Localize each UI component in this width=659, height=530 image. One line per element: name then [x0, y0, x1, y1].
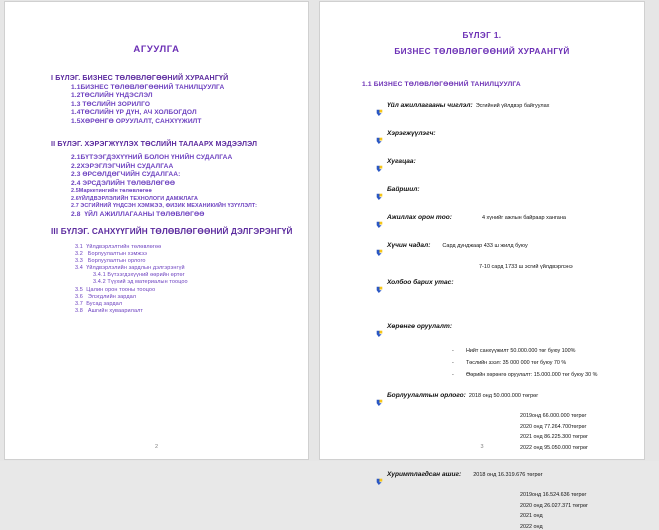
fact-value: Сард дунджаар 433 ш жилд буюу: [442, 243, 528, 249]
toc-item-2-7[interactable]: [71, 203, 308, 209]
word-arrow-bullet-icon: [376, 243, 383, 261]
fact-row-revenue: [376, 392, 644, 411]
toc-label: Ашгийн хуваарилалт: [87, 308, 144, 315]
spacer: [376, 307, 644, 323]
business-plan-facts: [376, 102, 644, 530]
fact-row-implementer: [376, 130, 644, 149]
toc-label: ТӨСЛИЙН ЗОРИЛГО: [82, 100, 151, 108]
table-of-contents: [5, 74, 308, 314]
toc-num: 2.2: [71, 162, 81, 170]
toc-item-1-4[interactable]: [71, 109, 308, 116]
dash-bullet-icon: -: [452, 360, 454, 366]
spacer: [53, 125, 308, 140]
fact-row-duration: [376, 158, 644, 177]
profit-row: 2022 онд: [520, 523, 543, 530]
toc-num: 2.4: [71, 179, 81, 187]
toc-label: Элэгдлийн зардал: [87, 293, 137, 300]
dash-bullet-icon: -: [452, 348, 454, 354]
toc-label: ҮЙЛ АЖИЛЛАГААНЫ ТӨЛӨВЛӨГӨӨ: [84, 210, 205, 218]
toc-num: 1.5: [71, 117, 81, 125]
toc-item-1-2[interactable]: [71, 92, 308, 99]
fact-label: Хэрэгжүүлэгч:: [387, 130, 436, 137]
spacer: [376, 455, 644, 471]
toc-num: 2.3: [71, 171, 81, 178]
toc-label: ТӨСЛИЙН ҮР ДҮН, АЧ ХОЛБОГДОЛ: [80, 109, 197, 116]
toc-label: Түүхий эд материалын тооцоо: [107, 279, 188, 286]
toc-item-3-7[interactable]: [75, 301, 308, 307]
investment-item: [452, 348, 644, 354]
toc-num: 3.1: [75, 243, 83, 250]
toc-label: Үйлдвэрлэлтийн төлөвлөгөө: [86, 243, 162, 250]
investment-item-text: Нийт санхүүжилт 50.000.000 төг буюу 100%: [466, 348, 576, 354]
fact-label: Хүчин чадал:: [387, 242, 431, 249]
toc-item-3-4-2[interactable]: [93, 279, 308, 285]
toc-chapter-3-items: [53, 244, 308, 315]
fact-row-capacity: [376, 242, 644, 261]
toc-num: 3.8: [75, 308, 83, 315]
fact-value: 4 хүнийг ажлын байраар хангана: [481, 215, 566, 221]
toc-item-1-5[interactable]: [71, 118, 308, 125]
toc-item-3-5[interactable]: [75, 287, 308, 293]
toc-label: Цалин орон тооны тооцоо: [86, 286, 156, 293]
fact-label: Холбоо барих утас:: [387, 279, 454, 286]
fact-label: Хөрөнгө оруулалт:: [387, 323, 453, 330]
investment-item: [452, 360, 644, 366]
word-arrow-bullet-icon: [376, 324, 383, 342]
spacer: [376, 384, 644, 392]
revenue-row: 2018 онд 50.000.000 төгрөг: [468, 393, 539, 399]
profit-row: 2021 онд: [520, 513, 543, 519]
profit-rows: [520, 492, 644, 530]
toc-label: ТӨСЛИЙН ҮНДЭСЛЭЛ: [80, 92, 153, 99]
revenue-row: 2020 онд 77.264.700төгрөг: [520, 423, 587, 430]
revenue-row: 2022 онд 95.050.000 төгрөг: [520, 444, 588, 451]
toc-item-2-4[interactable]: [71, 180, 308, 187]
investment-item: [452, 372, 644, 378]
page-title-aguulga: АГУУЛГА: [133, 44, 180, 55]
chapter-heading-2: II БҮЛЭГ. ХЭРЭГЖҮҮЛЭХ ТӨСЛИЙН ТАЛААРХ МЭДЭЭЛЭЛ: [51, 139, 258, 148]
profit-row: 2020 онд 26.027.371 төгрөг: [520, 502, 588, 509]
toc-label: БИЗНЕС ТӨЛӨВЛӨГӨӨНИЙ ТАНИЛЦУУЛГА: [80, 83, 225, 91]
toc-num: 3.7: [75, 301, 83, 307]
toc-item-3-3[interactable]: [75, 258, 308, 264]
toc-label: БҮТЭЭГДЭХҮҮНИЙ БОЛОН ҮНИЙН СУДАЛГАА: [80, 154, 233, 161]
toc-num: 2.7: [71, 203, 79, 209]
toc-label: Маркетингийн төлөвлөгөө: [78, 188, 152, 194]
chapter-title-line-1: БҮЛЭГ 1.: [462, 31, 502, 40]
toc-label: ҮЙЛДВЭРЛЭЛИЙН ТЕХНОЛОГИ ДАМЖЛАГА: [78, 195, 199, 202]
toc-item-3-4[interactable]: [75, 265, 308, 271]
fact-row-location: [376, 186, 644, 205]
dash-bullet-icon: -: [452, 372, 454, 378]
toc-num: 1.4: [71, 109, 81, 116]
fact-row-jobs: [376, 214, 644, 233]
toc-num: 3.3: [75, 257, 83, 264]
toc-num: 3.2: [75, 250, 83, 257]
toc-label: Борлуулалтын орлого: [87, 257, 146, 264]
investment-item-text: Төслийн зээл: 35 000 000 төг буюу 70 %: [466, 360, 567, 366]
section-heading-1-1: 1.1 БИЗНЕС ТӨЛӨВЛӨГӨӨНИЙ ТАНИЛЦУУЛГА: [362, 81, 521, 88]
toc-item-2-2[interactable]: [71, 163, 308, 170]
toc-num: 2.6: [71, 195, 79, 202]
chapter-heading-1: I БҮЛЭГ. БИЗНЕС ТӨЛӨВЛӨГӨӨНИЙ ХУРААНГҮЙ: [51, 74, 229, 82]
toc-item-3-4-1[interactable]: [93, 272, 308, 278]
document-page-right: [319, 1, 645, 530]
toc-num: 3.5: [75, 286, 83, 293]
word-arrow-bullet-icon: [376, 187, 383, 205]
toc-num: 2.8: [71, 210, 81, 218]
toc-label: ЭРСДЭЛИЙН ТӨЛӨВЛӨГӨӨ: [82, 179, 176, 187]
toc-num: 2.5: [71, 188, 79, 194]
toc-num: 3.4.2: [93, 279, 106, 286]
fact-label: Үйл ажиллагааны чиглэл:: [387, 102, 473, 109]
toc-item-3-8[interactable]: [75, 308, 308, 314]
fact-label: Хугацаа:: [387, 158, 416, 165]
word-arrow-bullet-icon: [376, 103, 383, 121]
toc-num: 1.1: [71, 83, 81, 91]
toc-item-2-6[interactable]: [71, 196, 308, 202]
revenue-row: 2021 онд 86.225.300 төгрөг: [520, 434, 588, 440]
page-number-left: 2: [154, 444, 159, 450]
fact-row-phone: [376, 279, 644, 298]
toc-item-2-1[interactable]: [71, 154, 308, 161]
toc-label: Үйлдвэрлэлийн зардлын дэлгэрэнгүй: [86, 265, 185, 272]
toc-num: 3.4: [75, 265, 83, 272]
toc-label: ХЭРЭГЛЭГЧИЙН СУДАЛГАА: [80, 162, 174, 170]
profit-row: 2018 онд 16.319.676 төгрөг: [473, 472, 543, 478]
word-arrow-bullet-icon: [376, 280, 383, 298]
toc-label: Бусад зардал: [86, 301, 123, 307]
word-arrow-bullet-icon: [376, 131, 383, 149]
profit-row: 2019онд 16.524.636 төгрөг: [520, 492, 587, 498]
fact-row-accumulated-profit: [376, 471, 644, 490]
toc-label: ХӨРӨНГӨ ОРУУЛАЛТ, САНХҮҮЖИЛТ: [80, 117, 202, 125]
toc-num: 1.3: [71, 100, 81, 108]
capacity-second-line: 7-10 сард 1733 ш эсгий үйлдвэрлэнэ: [479, 264, 573, 270]
toc-item-3-1[interactable]: [75, 244, 308, 250]
fact-label: Хуримтлагдсан ашиг:: [387, 471, 462, 478]
revenue-row: 2019онд 66.000.000 төгрөг: [520, 413, 587, 419]
toc-num: 1.2: [71, 92, 81, 99]
investment-item-text: Өөрийн хөрөнгө оруулалт: 15.000.000 төг буюу 30 %: [466, 372, 598, 378]
word-arrow-bullet-icon: [376, 159, 383, 177]
toc-label: ЭСГИЙНИЙ ҮНДСЭН ХЭМЖЭЭ, ФИЗИК МЕХАНИКИЙН ҮЗҮҮЛЭЛТ:: [80, 203, 258, 209]
spacer: [53, 148, 308, 153]
toc-item-3-2[interactable]: [75, 251, 308, 257]
toc-num: 2.1: [71, 154, 81, 161]
word-arrow-bullet-icon: [376, 472, 383, 490]
fact-value: Эсгийний үйлдвэр байгуулах: [475, 103, 550, 109]
toc-item-3-6[interactable]: [75, 294, 308, 300]
word-arrow-bullet-icon: [376, 215, 383, 233]
toc-item-1-3[interactable]: [71, 101, 308, 108]
toc-item-2-8[interactable]: [71, 211, 308, 218]
fact-row-activity: [376, 102, 644, 121]
toc-item-2-3[interactable]: [71, 171, 308, 178]
toc-item-1-1[interactable]: [71, 84, 308, 91]
page-number-right: 3: [480, 444, 484, 450]
toc-num: 3.4.1: [93, 272, 106, 279]
investment-breakdown: [452, 348, 644, 378]
toc-num: 3.6: [75, 293, 83, 300]
toc-label: ӨРСӨЛДӨГЧИЙН СУДАЛГАА:: [82, 171, 181, 178]
word-arrow-bullet-icon: [376, 393, 383, 411]
chapter-title-line-2: БИЗНЕС ТӨЛӨВЛӨГӨӨНИЙ ХУРААНГҮЙ: [394, 47, 570, 56]
chapter-heading-3: III БҮЛЭГ. САНХҮҮГИЙН ТӨЛӨВЛӨГӨӨНИЙ ДЭЛГЭРЭНГҮЙ: [51, 226, 293, 236]
document-page-left: [4, 1, 309, 460]
fact-label: Борлуулалтын орлого:: [387, 392, 466, 399]
toc-label: Бүтээгдэхүүний өөрийн өртөг: [107, 272, 185, 279]
fact-row-investment: [376, 323, 644, 342]
fact-label: Ажиллах орон тоо:: [387, 214, 452, 221]
toc-label: Борлуулалтын хэмжээ: [87, 250, 148, 257]
spacer: [53, 218, 308, 227]
fact-label: Байршил:: [387, 186, 420, 193]
toc-item-2-5[interactable]: [71, 188, 308, 194]
